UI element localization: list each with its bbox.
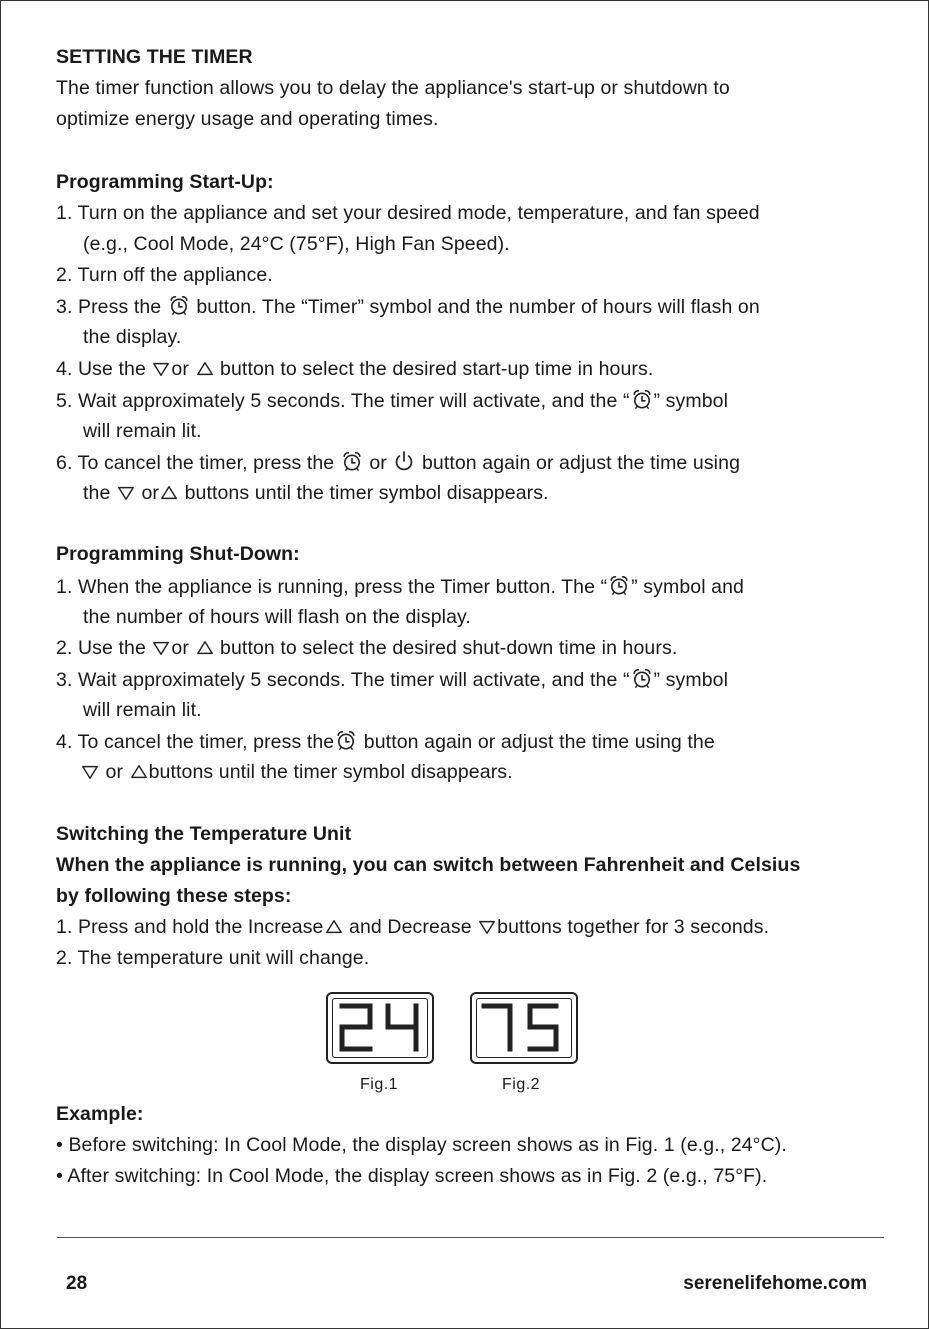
up-triangle-icon bbox=[130, 763, 148, 781]
startup-step-3-cont: the display. bbox=[83, 326, 182, 348]
startup-step-6-cont-post: buttons until the timer symbol disappears. bbox=[184, 482, 549, 504]
shutdown-step-3-post: ” symbol bbox=[653, 669, 729, 691]
shutdown-step-3 bbox=[56, 667, 728, 692]
fig2-display bbox=[470, 992, 578, 1064]
startup-step-4-post: button to select the desired start-up time in hours. bbox=[220, 358, 654, 380]
timer-clock-icon bbox=[608, 574, 630, 596]
timer-clock-icon bbox=[631, 667, 653, 689]
shutdown-step-4-pre: 4. To cancel the timer, press the bbox=[56, 731, 335, 753]
timer-clock-icon bbox=[335, 729, 357, 751]
down-triangle-icon bbox=[152, 360, 170, 378]
shutdown-step-2 bbox=[56, 636, 677, 660]
shutdown-step-2-post: button to select the desired shut-down time in hours. bbox=[220, 637, 678, 659]
fig2-value: 75 bbox=[470, 992, 472, 994]
page-number: 28 bbox=[66, 1273, 88, 1294]
startup-step-3 bbox=[56, 294, 760, 319]
fig2-caption: Fig.2 bbox=[502, 1076, 541, 1093]
shutdown-step-1-post: ” symbol and bbox=[631, 576, 745, 598]
example-bullet-2: • After switching: In Cool Mode, the display screen shows as in Fig. 2 (e.g., 75°F). bbox=[56, 1165, 768, 1187]
up-triangle-icon bbox=[325, 918, 343, 936]
shutdown-step-1 bbox=[56, 574, 744, 599]
startup-title: Programming Start-Up: bbox=[56, 171, 274, 193]
timer-clock-icon bbox=[341, 450, 363, 472]
startup-step-6-post: button again or adjust the time using bbox=[421, 452, 741, 474]
up-triangle-icon bbox=[196, 639, 214, 657]
shutdown-step-4-post: button again or adjust the time using the bbox=[363, 731, 715, 753]
unit-bold-line-1: When the appliance is running, you can switch between Fahrenheit and Celsius bbox=[56, 854, 801, 876]
shutdown-step-3-pre: 3. Wait approximately 5 seconds. The timer will activate, and the “ bbox=[56, 669, 630, 691]
up-triangle-icon bbox=[160, 484, 178, 502]
shutdown-step-3-cont: will remain lit. bbox=[83, 699, 202, 721]
down-triangle-icon bbox=[478, 918, 496, 936]
fig1-digits bbox=[326, 992, 434, 1064]
example-bullet-1: • Before switching: In Cool Mode, the display screen shows as in Fig. 1 (e.g., 24°C). bbox=[56, 1134, 787, 1156]
startup-step-4-pre: 4. Use the bbox=[56, 358, 146, 380]
shutdown-step-4-cont-or: or bbox=[105, 761, 124, 783]
shutdown-step-1-pre: 1. When the appliance is running, press the Timer button. The “ bbox=[56, 576, 608, 598]
unit-step-1-mid: and Decrease bbox=[349, 916, 472, 938]
fig1-caption: Fig.1 bbox=[360, 1076, 399, 1093]
unit-bold-line-2: by following these steps: bbox=[56, 885, 292, 907]
startup-step-4 bbox=[56, 357, 653, 381]
example-title: Example: bbox=[56, 1103, 144, 1125]
shutdown-title: Programming Shut-Down: bbox=[56, 543, 300, 565]
startup-step-5-post: ” symbol bbox=[653, 390, 729, 412]
shutdown-step-4-cont-post: buttons until the timer symbol disappears. bbox=[148, 761, 513, 783]
timer-clock-icon bbox=[631, 388, 653, 410]
startup-step-6-or: or bbox=[369, 452, 387, 474]
power-icon bbox=[393, 450, 415, 472]
startup-step-5-cont: will remain lit. bbox=[83, 420, 202, 442]
unit-title: Switching the Temperature Unit bbox=[56, 823, 352, 845]
up-triangle-icon bbox=[196, 360, 214, 378]
unit-step-1-pre: 1. Press and hold the Increase bbox=[56, 916, 324, 938]
startup-step-6-cont-pre: the bbox=[83, 482, 111, 504]
startup-step-3-pre: 3. Press the bbox=[56, 296, 162, 318]
startup-step-1: 1. Turn on the appliance and set your desired mode, temperature, and fan speed bbox=[56, 202, 760, 224]
shutdown-step-2-pre: 2. Use the bbox=[56, 637, 146, 659]
startup-step-3-post: button. The “Timer” symbol and the number of hours will flash on bbox=[196, 296, 760, 318]
shutdown-step-4 bbox=[56, 729, 715, 754]
unit-step-1 bbox=[56, 915, 769, 939]
startup-step-4-or: or bbox=[171, 358, 189, 380]
shutdown-step-4-cont bbox=[80, 760, 513, 784]
startup-step-5-pre: 5. Wait approximately 5 seconds. The timer will activate, and the “ bbox=[56, 390, 630, 412]
down-triangle-icon bbox=[117, 484, 135, 502]
startup-step-6-cont-or: or bbox=[141, 482, 160, 504]
fig1-display bbox=[326, 992, 434, 1064]
section-heading: SETTING THE TIMER bbox=[56, 46, 253, 68]
startup-step-6-cont bbox=[83, 481, 549, 505]
fig1-value: 24 bbox=[326, 992, 328, 994]
intro-line-1: The timer function allows you to delay the appliance's start-up or shutdown to bbox=[56, 77, 730, 99]
startup-step-6 bbox=[56, 450, 740, 475]
startup-step-2: 2. Turn off the appliance. bbox=[56, 264, 273, 286]
unit-step-1-post: buttons together for 3 seconds. bbox=[497, 916, 770, 938]
unit-step-2: 2. The temperature unit will change. bbox=[56, 947, 370, 969]
timer-clock-icon bbox=[168, 294, 190, 316]
fig2-digits bbox=[470, 992, 578, 1064]
down-triangle-icon bbox=[81, 763, 99, 781]
startup-step-6-pre: 6. To cancel the timer, press the bbox=[56, 452, 335, 474]
startup-step-5 bbox=[56, 388, 728, 413]
intro-line-2: optimize energy usage and operating times. bbox=[56, 108, 439, 130]
startup-step-1-cont: (e.g., Cool Mode, 24°C (75°F), High Fan Speed). bbox=[83, 233, 510, 255]
down-triangle-icon bbox=[152, 639, 170, 657]
shutdown-step-1-cont: the number of hours will flash on the display. bbox=[83, 606, 471, 628]
footer-divider bbox=[57, 1237, 884, 1238]
shutdown-step-2-or: or bbox=[171, 637, 189, 659]
website-url: serenelifehome.com bbox=[683, 1273, 867, 1294]
